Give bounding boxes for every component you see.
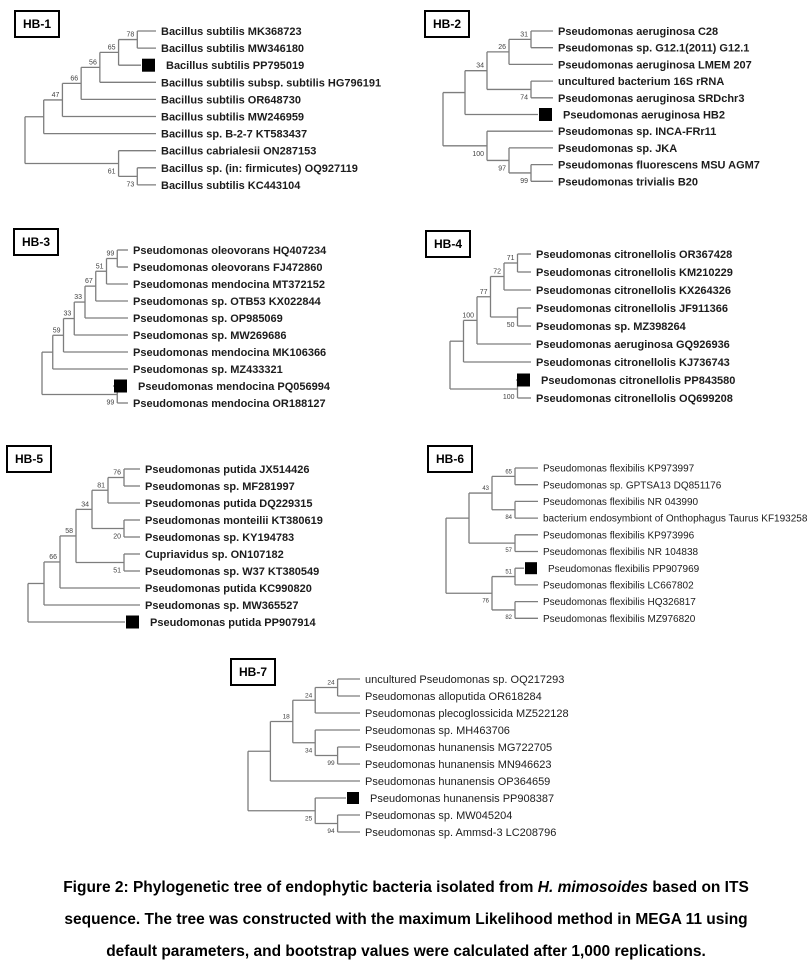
isolate-marker-square	[539, 108, 552, 121]
taxon-label: Bacillus subtilis KC443104	[161, 179, 301, 192]
caption-line-3: default parameters, and bootstrap values were calculated after 1,000 replications.	[106, 943, 706, 960]
panel-label-hb-4: HB-4	[425, 230, 471, 258]
taxon-label: Pseudomonas fluorescens MSU AGM7	[558, 159, 760, 172]
bootstrap-value: 47	[51, 91, 60, 99]
taxon-label: Pseudomonas flexibilis KP973996	[543, 530, 695, 542]
bootstrap-value: 74	[520, 94, 528, 102]
bootstrap-value: 18	[282, 713, 290, 721]
taxon-label: Pseudomonas mendocina MT372152	[133, 278, 325, 291]
bootstrap-value: 100	[472, 150, 484, 158]
isolate-marker-square	[142, 59, 155, 72]
bootstrap-value: 50	[506, 322, 515, 329]
caption-species-italic: H. mimosoides	[537, 879, 649, 896]
taxon-label: Pseudomonas oleovorans HQ407234	[133, 244, 327, 257]
bootstrap-value: 94	[327, 828, 335, 835]
bootstrap-value: 57	[505, 548, 512, 555]
bootstrap-value: 84	[505, 514, 512, 521]
taxon-label: Bacillus sp. B-2-7 KT583437	[161, 128, 308, 141]
taxon-label: Bacillus subtilis MW346180	[161, 43, 305, 56]
bootstrap-value: 34	[476, 62, 484, 70]
bootstrap-value: 71	[506, 255, 515, 262]
taxon-label: Pseudomonas sp. MF281997	[145, 480, 295, 493]
taxon-label: Pseudomonas aeruginosa SRDchr3	[558, 92, 745, 105]
bootstrap-value: 78	[126, 31, 135, 39]
bootstrap-value: 76	[113, 469, 121, 477]
bootstrap-value: 65	[107, 44, 116, 52]
taxon-label: Pseudomonas sp. JKA	[558, 142, 678, 155]
taxon-label-isolate: Pseudomonas flexibilis PP907969	[548, 563, 700, 575]
taxon-label: Pseudomonas flexibilis MZ976820	[543, 613, 696, 625]
bootstrap-value: 76	[482, 598, 489, 605]
taxon-label: Pseudomonas sp. MZ433321	[133, 363, 283, 376]
taxon-label: Pseudomonas citronellolis OQ699208	[536, 392, 733, 405]
bootstrap-value: 99	[327, 760, 335, 767]
taxon-label: Pseudomonas flexibilis NR 043990	[543, 497, 699, 508]
taxon-label: bacterium endosymbiont of Onthophagus Taurus KF193258	[543, 513, 808, 525]
bootstrap-value: 67	[84, 278, 93, 286]
panel-label-hb-1: HB-1	[14, 10, 60, 38]
taxon-label: Pseudomonas hunanensis OP364659	[365, 775, 551, 788]
bootstrap-value: 99	[106, 399, 115, 407]
taxon-label: Pseudomonas trivialis B20	[558, 176, 698, 189]
bootstrap-value: 56	[89, 59, 97, 67]
bootstrap-value: 34	[81, 501, 89, 509]
taxon-label: Pseudomonas aeruginosa LMEM 207	[558, 59, 752, 72]
taxon-label: Pseudomonas plecoglossicida MZ522128	[365, 707, 569, 720]
bootstrap-value: 66	[49, 553, 57, 561]
taxon-label: Pseudomonas flexibilis HQ326817	[543, 597, 696, 609]
bootstrap-value: 34	[304, 747, 313, 755]
taxon-label-isolate: Pseudomonas hunanensis PP908387	[370, 792, 555, 805]
panel-label-hb-3: HB-3	[13, 228, 59, 256]
taxon-label-isolate: Pseudomonas aeruginosa HB2	[563, 109, 725, 122]
taxon-label: Pseudomonas putida DQ229315	[145, 497, 313, 510]
taxon-label: Pseudomonas flexibilis NR 104838	[543, 547, 699, 559]
bootstrap-value: 73	[126, 181, 135, 189]
caption-line-1	[0, 872, 812, 904]
taxon-label-isolate: Bacillus subtilis PP795019	[166, 60, 305, 73]
bootstrap-value: 24	[304, 692, 313, 700]
taxon-label: Pseudomonas citronellolis KM210229	[536, 266, 733, 279]
bootstrap-value: 51	[505, 569, 512, 576]
panel-label-hb-7: HB-7	[230, 658, 276, 686]
taxon-label: Pseudomonas putida JX514426	[145, 463, 310, 476]
bootstrap-value: 100	[462, 312, 474, 320]
bootstrap-value: 97	[498, 165, 506, 173]
taxon-label: Pseudomonas hunanensis MN946623	[365, 758, 552, 771]
bootstrap-value: 43	[482, 486, 489, 493]
taxon-label: uncultured Pseudomonas sp. OQ217293	[365, 673, 565, 686]
taxon-label: Pseudomonas sp. MW045204	[365, 809, 513, 822]
bootstrap-value: 58	[65, 527, 73, 535]
taxon-label: Pseudomonas flexibilis LC667802	[543, 580, 694, 592]
taxon-label: Pseudomonas aeruginosa GQ926936	[536, 338, 730, 351]
caption-line-1-prefix: Figure 2: Phylogenetic tree of endophytic bacteria isolated from	[63, 879, 538, 896]
taxon-label: Pseudomonas sp. MZ398264	[536, 320, 686, 333]
bootstrap-value: 33	[74, 294, 82, 302]
bootstrap-value: 51	[95, 263, 104, 271]
bootstrap-value: 61	[107, 168, 116, 176]
taxon-label-isolate: Pseudomonas putida PP907914	[150, 616, 316, 629]
isolate-marker-square	[114, 380, 127, 393]
taxon-label: Pseudomonas citronellolis KJ736743	[536, 356, 730, 369]
bootstrap-value: 59	[52, 327, 61, 335]
taxon-label: Pseudomonas hunanensis MG722705	[365, 741, 553, 754]
taxon-label: Pseudomonas aeruginosa C28	[558, 25, 719, 38]
taxon-label: Pseudomonas flexibilis KP973997	[543, 463, 695, 475]
taxon-label-isolate: Pseudomonas mendocina PQ056994	[138, 380, 330, 393]
taxon-label: Pseudomonas sp. OTB53 KX022844	[133, 295, 321, 308]
panel-label-hb-2: HB-2	[424, 10, 470, 38]
taxon-label: Pseudomonas sp. INCA-FRr11	[558, 126, 717, 139]
taxon-label: Pseudomonas monteilii KT380619	[145, 514, 323, 527]
bootstrap-value: 20	[113, 533, 121, 541]
taxon-label: Bacillus subtilis MK368723	[161, 25, 302, 38]
taxon-label: Pseudomonas sp. W37 KT380549	[145, 565, 320, 578]
taxon-label: Pseudomonas citronellolis KX264326	[536, 284, 732, 297]
taxon-label: Bacillus cabrialesii ON287153	[161, 145, 317, 158]
bootstrap-value: 99	[106, 250, 115, 258]
bootstrap-value: 33	[63, 310, 72, 318]
taxon-label: Pseudomonas sp. OP985069	[133, 312, 283, 325]
figure-caption	[0, 872, 812, 964]
taxon-label-isolate: Pseudomonas citronellolis PP843580	[541, 374, 736, 387]
taxon-label: Pseudomonas sp. Ammsd-3 LC208796	[365, 826, 557, 839]
bootstrap-value: 81	[97, 482, 105, 490]
caption-line-2: sequence. The tree was constructed with the maximum Likelihood method in MEGA 11 using	[64, 911, 748, 928]
taxon-label: Pseudomonas mendocina OR188127	[133, 397, 326, 410]
taxon-label: Bacillus subtilis subsp. subtilis HG796191	[161, 77, 382, 90]
isolate-marker-square	[525, 562, 537, 574]
bootstrap-value: 100	[502, 394, 515, 401]
isolate-marker-square	[517, 374, 530, 387]
bootstrap-value: 31	[520, 31, 528, 39]
isolate-marker-square	[347, 792, 359, 804]
taxon-label: Bacillus sp. (in: firmicutes) OQ927119	[161, 162, 358, 175]
bootstrap-value: 66	[70, 75, 79, 83]
bootstrap-value: 72	[493, 268, 501, 276]
taxon-label: uncultured bacterium 16S rRNA	[558, 76, 725, 89]
bootstrap-value: 82	[505, 614, 512, 621]
taxon-label: Pseudomonas oleovorans FJ472860	[133, 261, 323, 274]
taxon-label: Pseudomonas sp. G12.1(2011) G12.1	[558, 42, 750, 55]
bootstrap-value: 99	[520, 177, 528, 185]
bootstrap-value: 65	[505, 469, 512, 476]
taxon-label: Pseudomonas sp. MW269686	[133, 329, 287, 342]
taxon-label: Pseudomonas sp. KY194783	[145, 531, 295, 544]
taxon-label: Pseudomonas citronellolis OR367428	[536, 248, 733, 261]
bootstrap-value: 25	[304, 815, 313, 823]
taxon-label: Cupriavidus sp. ON107182	[145, 548, 284, 561]
taxon-label: Pseudomonas sp. MW365527	[145, 599, 299, 612]
taxon-label: Pseudomonas alloputida OR618284	[365, 690, 542, 703]
taxon-label: Pseudomonas sp. MH463706	[365, 724, 510, 737]
taxon-label: Pseudomonas mendocina MK106366	[133, 346, 327, 359]
bootstrap-value: 77	[479, 288, 488, 296]
bootstrap-value: 26	[498, 43, 506, 51]
taxon-label: Pseudomonas sp. GPTSA13 DQ851176	[543, 480, 722, 492]
bootstrap-value: 24	[327, 679, 335, 687]
panel-label-hb-5: HB-5	[6, 445, 52, 473]
isolate-marker-square	[126, 616, 139, 629]
taxon-label: Pseudomonas citronellolis JF911366	[536, 302, 728, 315]
taxon-label: Bacillus subtilis MW246959	[161, 111, 305, 124]
taxon-label: Bacillus subtilis OR648730	[161, 94, 302, 107]
taxon-label: Pseudomonas putida KC990820	[145, 582, 312, 595]
bootstrap-value: 51	[113, 567, 121, 575]
panel-label-hb-6: HB-6	[427, 445, 473, 473]
caption-line-1-suffix: based on ITS	[648, 879, 749, 896]
